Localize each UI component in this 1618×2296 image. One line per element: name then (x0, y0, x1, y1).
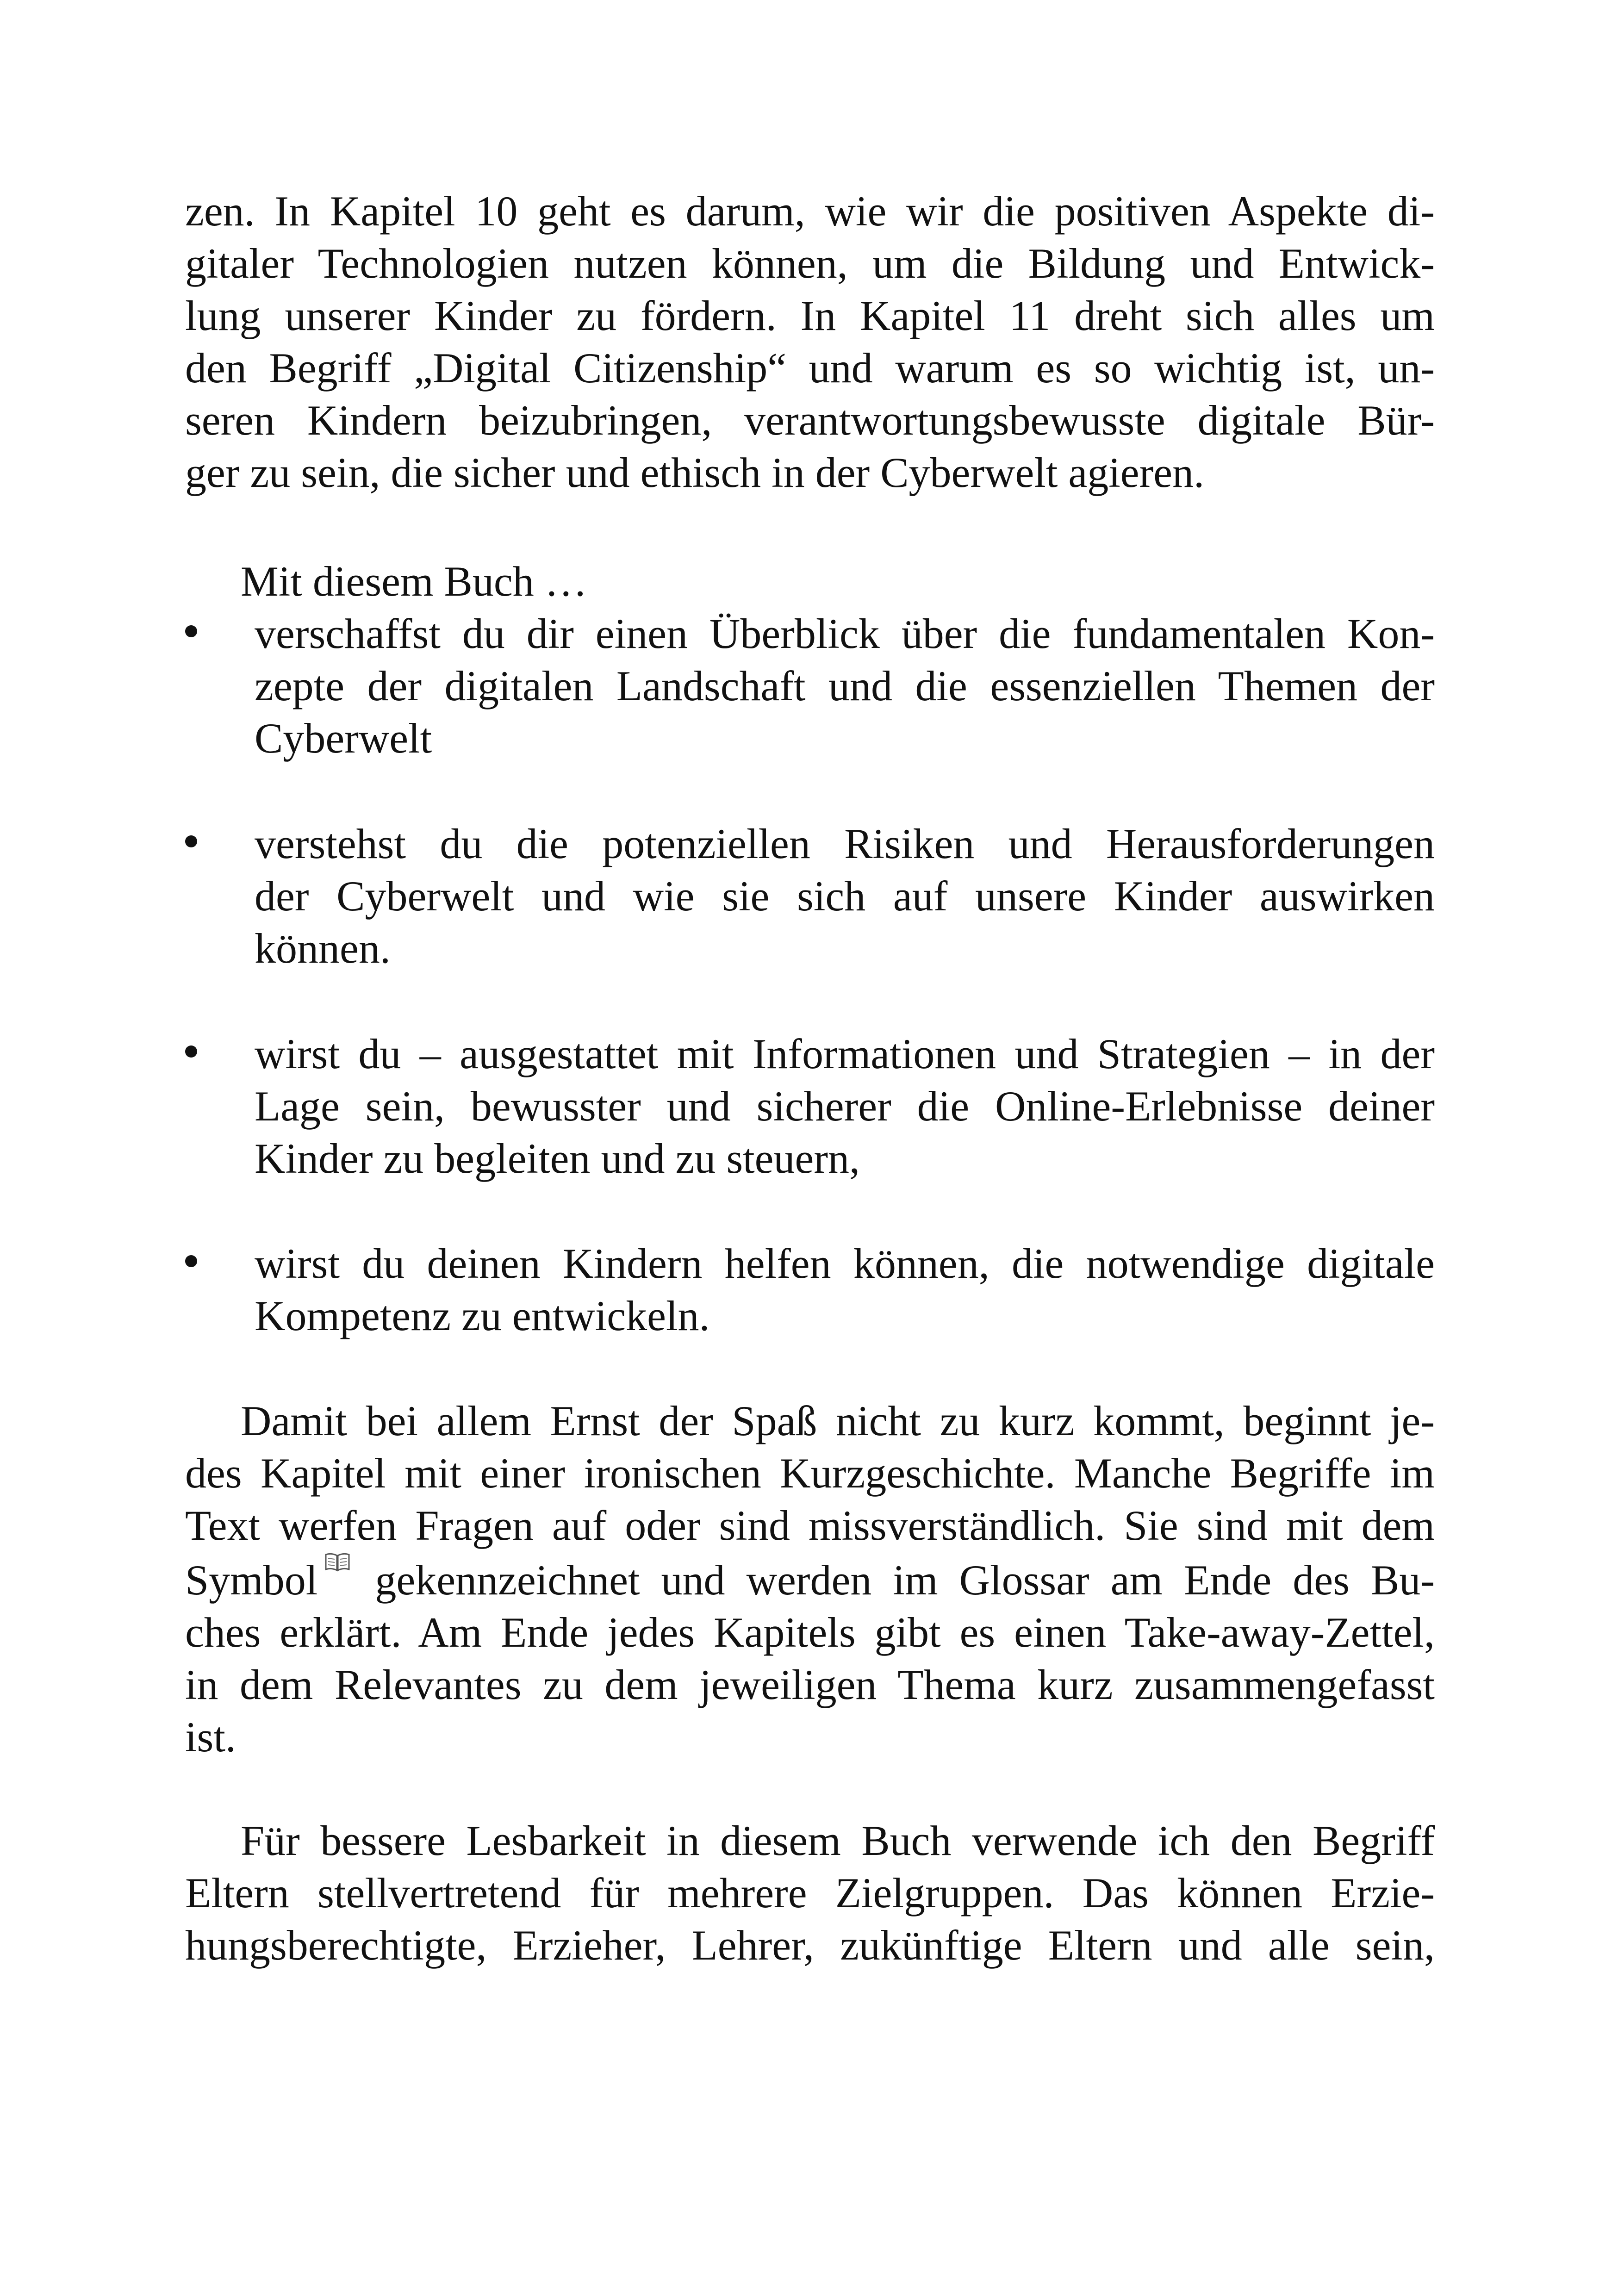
text-line: zepte der digitalen Landschaft und die essenziellen Themen der (255, 662, 1435, 709)
text-line: ger zu sein, die sicher und ethisch in der Cyberwelt agieren. (185, 449, 1205, 496)
text-line: den Begriff „Digital Citizenship“ und warum es so wichtig ist, un- (185, 344, 1435, 392)
text-line: Kinder zu begleiten und zu steuern, (255, 1135, 860, 1182)
text-fragment: gekennzeichnet und werden im Glossar am Ende des Bu- (354, 1556, 1435, 1604)
text-line: Text werfen Fragen auf oder sind missverständlich. Sie sind mit dem (185, 1502, 1435, 1549)
text-line-with-symbol (185, 1552, 1435, 1606)
text-fragment: Symbol (185, 1556, 318, 1604)
bullet-icon (185, 625, 197, 637)
list-item-text (255, 818, 1435, 975)
text-line: seren Kindern beizubringen, verantwortungsbewusste digitale Bür- (185, 397, 1435, 444)
text-line: Lage sein, bewusster und sicherer die Online-Erlebnisse deiner (255, 1083, 1435, 1130)
text-line: Cyberwelt (255, 715, 432, 762)
text-line: verstehst du die potenziellen Risiken und Herausforderungen (255, 820, 1435, 867)
paragraph-chapter-overview (185, 185, 1435, 499)
paragraph-book-features (185, 1395, 1435, 1763)
list-intro: Mit diesem Buch … (241, 558, 587, 605)
open-book-icon (324, 1552, 351, 1572)
text-line: lung unserer Kinder zu fördern. In Kapitel 11 dreht sich alles um (185, 292, 1435, 339)
text-line: der Cyberwelt und wie sie sich auf unsere Kinder auswirken (255, 872, 1435, 920)
text-line: Eltern stellvertretend für mehrere Zielgruppen. Das können Erzie- (185, 1869, 1435, 1916)
text-line: Für bessere Lesbarkeit in diesem Buch verwende ich den Begriff (241, 1817, 1435, 1864)
paragraph-terminology (185, 1815, 1435, 1972)
text-line: Damit bei allem Ernst der Spaß nicht zu kurz kommt, beginnt je- (241, 1397, 1435, 1444)
text-line: des Kapitel mit einer ironischen Kurzgeschichte. Manche Begriffe im (185, 1450, 1435, 1497)
list-item-text (255, 608, 1435, 765)
text-line: gitaler Technologien nutzen können, um die Bildung und Entwick- (185, 240, 1435, 287)
text-line: ches erklärt. Am Ende jedes Kapitels gibt es einen Take-away-Zettel, (185, 1609, 1435, 1656)
text-line: Kompetenz zu entwickeln. (255, 1292, 710, 1339)
text-line: verschaffst du dir einen Überblick über die fundamentalen Kon- (255, 610, 1435, 657)
text-line: ist. (185, 1713, 236, 1761)
bullet-icon (185, 1045, 197, 1058)
bullet-icon (185, 1255, 197, 1267)
text-line: wirst du deinen Kindern helfen können, die notwendige digitale (255, 1240, 1435, 1287)
text-line: in dem Relevantes zu dem jeweiligen Thema kurz zusammengefasst (185, 1661, 1435, 1708)
list-item-text (255, 1028, 1435, 1185)
text-line: wirst du – ausgestattet mit Informationen und Strategien – in der (255, 1030, 1435, 1077)
text-line: können. (255, 925, 391, 972)
bullet-icon (185, 835, 197, 847)
text-line: hungsberechtigte, Erzieher, Lehrer, zukünftige Eltern und alle sein, (185, 1922, 1435, 1969)
list-item-text (255, 1238, 1435, 1342)
text-line: zen. In Kapitel 10 geht es darum, wie wir die positiven Aspekte di- (185, 187, 1435, 235)
